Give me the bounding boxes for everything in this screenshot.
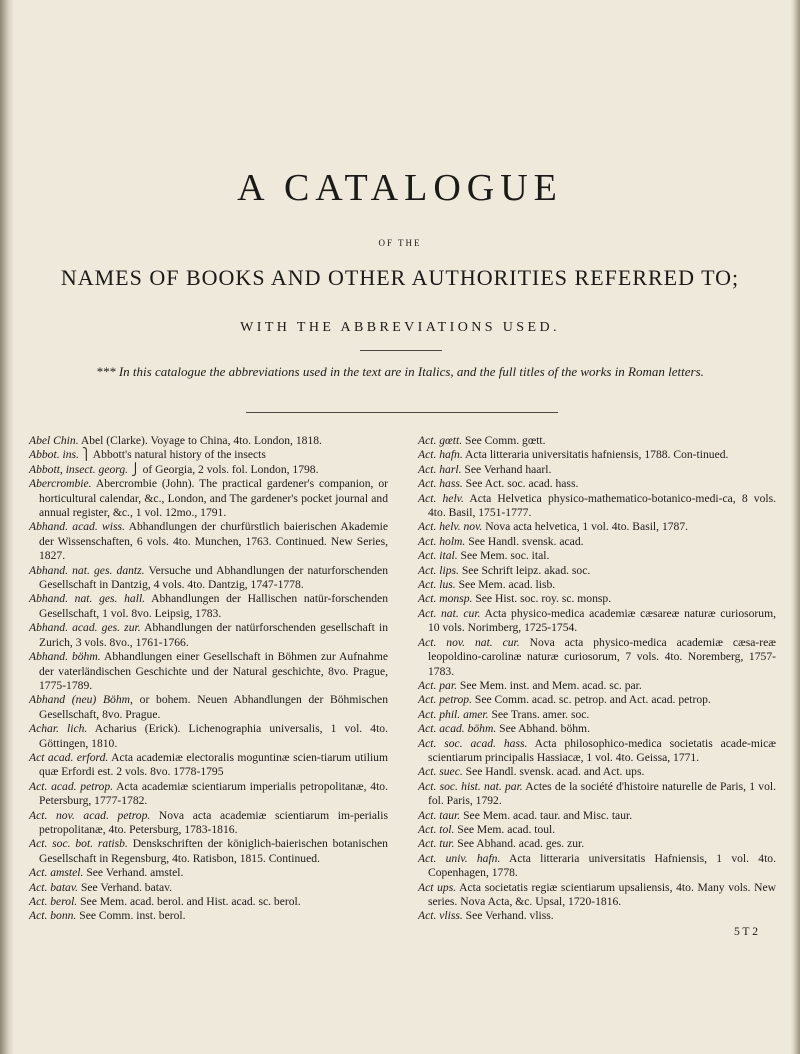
entry-abbreviation: Act. soc. hist. nat. par. (418, 779, 523, 793)
right-column (418, 434, 776, 939)
entry-title: See Mem. acad. lisb. (458, 578, 556, 592)
entry-abbreviation: Act. lips. (418, 563, 459, 577)
catalogue-entry (29, 592, 388, 621)
entry-title: See Mem. acad. taur. and Misc. taur. (463, 808, 633, 822)
entry-abbreviation: Act. tur. (418, 837, 455, 851)
catalogue-entry (418, 477, 776, 491)
entry-title: See Mem. inst. and Mem. acad. sc. par. (459, 678, 642, 692)
catalogue-entry (418, 823, 776, 837)
entry-abbreviation: Act. acad. böhm. (418, 722, 497, 736)
entry-title: See Abhand. acad. ges. zur. (457, 837, 585, 851)
entry-title: Abhandlungen der Hallischen natür-forschenden Gesellschaft, 1 vol. 8vo. Leipsig, 1783. (39, 592, 388, 620)
entry-title: See Hist. soc. roy. sc. monsp. (475, 592, 612, 606)
catalogue-entry (418, 434, 776, 448)
catalogue-entry (418, 852, 776, 881)
entry-abbreviation: Act. nov. nat. cur. (418, 635, 520, 649)
catalogue-entry (418, 809, 776, 823)
catalogue-entry (418, 881, 776, 910)
catalogue-entry (418, 765, 776, 779)
entry-title: ⎫ Abbott's natural history of the insects (81, 448, 266, 462)
entry-title: See Handl. svensk. acad. and Act. ups. (465, 765, 645, 779)
entry-title: Nova acta academiæ scientiarum im-perialis petropolitanæ, 4to. Petersburg, 1783-1816. (39, 808, 388, 836)
catalogue-entry (29, 434, 388, 448)
entry-abbreviation: Act ups. (418, 880, 457, 894)
entry-title: Nova acta physico-medica academiæ cæsa-reæ leopoldino-carolinæ naturæ curiosorum, 7 vols. 4to. Noremberg, 1757-1783. (428, 635, 776, 678)
catalogue-entry (29, 909, 388, 923)
entry-abbreviation: Act. nov. acad. petrop. (29, 808, 151, 822)
catalogue-entry (29, 837, 388, 866)
entry-title: Acta litteraria universitatis hafniensis, 1788. Con-tinued. (465, 448, 729, 462)
entry-title: See Comm. acad. sc. petrop. and Act. acad. petrop. (474, 693, 711, 707)
entry-title: Acharius (Erick). Lichenographia universalis, 1 vol. 4to. Göttingen, 1810. (39, 722, 388, 750)
entry-abbreviation: Act. suec. (418, 765, 463, 779)
page-title: A CATALOGUE (237, 167, 563, 209)
entry-title: Actes de la société d'histoire naturelle de Paris, 1 vol. fol. Paris, 1792. (428, 779, 776, 808)
catalogue-entry (29, 866, 388, 880)
page-edge-right (790, 0, 800, 1054)
entry-abbreviation: Act. harl. (418, 462, 462, 476)
entry-abbreviation: Act. holm. (418, 534, 466, 548)
entry-abbreviation: Act. ital. (418, 549, 458, 563)
catalogue-entry (418, 722, 776, 736)
entry-title: See Handl. svensk. acad. (468, 534, 584, 548)
entry-title: Nova acta helvetica, 1 vol. 4to. Basil, 1787. (485, 520, 689, 534)
entry-abbreviation: Act. taur. (418, 808, 461, 822)
entry-title: Acta litteraria universitatis Hafniensis, 1 vol. 4to. Copenhagen, 1778. (428, 851, 776, 880)
catalogue-entry (418, 708, 776, 722)
entry-title: Abhandlungen einer Gesellschaft in Böhmen zur Aufnahme der vaterländischen Geschichte und der Natural geschichte, 8vo. Prague, 1775-1789. (39, 650, 388, 692)
entry-title: or bohem. Neuen Abhandlungen der Böhmischen Gesellschaft, 8vo. Prague. (39, 693, 388, 721)
entry-title: ⎭ of Georgia, 2 vols. fol. London, 1798. (130, 462, 319, 476)
catalogue-entry (29, 621, 388, 650)
entry-title: Acta philosophico-medica societatis acade-micæ scientiarum principalis Hassiacæ, 1 vol. 4to. Geissa, 1771. (428, 736, 776, 764)
entry-title: Acta academiæ scientiarum imperialis petropolitanæ, 4to. Petersburg, 1777-1782. (39, 779, 389, 808)
entry-title: Acta physico-medica academiæ cæsareæ naturæ curiosorum, 10 vols. Norimberg, 1725-1754. (428, 606, 776, 635)
entry-abbreviation: Abbot. ins. (29, 448, 79, 462)
entry-abbreviation: Achar. lich. (29, 722, 88, 736)
entry-title: See Comm. inst. berol. (79, 909, 186, 923)
catalogue-entry (418, 592, 776, 606)
entry-abbreviation: Act. acad. petrop. (29, 779, 114, 793)
catalogue-entry (29, 520, 388, 563)
catalogue-entry (418, 520, 776, 534)
entry-abbreviation: Act. amstel. (29, 866, 84, 880)
entry-abbreviation: Act. helv. nov. (418, 520, 483, 534)
entry-abbreviation: Act. gœtt. (418, 434, 463, 447)
page-subtitle: NAMES OF BOOKS AND OTHER AUTHORITIES REFERRED TO; (60, 265, 740, 290)
entry-abbreviation: Abhand. nat. ges. hall. (29, 592, 146, 606)
catalogue-entry (418, 679, 776, 693)
catalogue-entry (418, 607, 776, 636)
entry-abbreviation: Act. hass. (418, 477, 463, 491)
catalogue-entry (29, 477, 388, 520)
entry-title: See Mem. soc. ital. (460, 549, 550, 563)
entry-title: Denskschriften der königlich-baierischen botanischen Gesellschaft in Regensburg, 4to. Ratisbon, 1815. Continued. (39, 837, 388, 865)
entry-title: See Verhand. amstel. (86, 866, 184, 880)
catalogue-entry (29, 780, 388, 809)
catalogue-entry (418, 535, 776, 549)
entry-title: See Verhand. vliss. (465, 909, 554, 923)
catalogue-entry (29, 722, 388, 751)
entry-title: Acta societatis regiæ scientiarum upsaliensis, 4to. Many vols. New series. Nova Acta, &c. Upsal, 1720-1816. (428, 880, 776, 908)
entry-abbreviation: Act. phil. amer. (418, 707, 489, 721)
catalogue-entry (418, 448, 776, 462)
catalogue-entry (418, 693, 776, 707)
entry-abbreviation: Act. par. (418, 678, 457, 692)
catalogue-entry (29, 564, 388, 593)
entry-abbreviation: Act acad. erford. (29, 750, 109, 764)
signature-mark: 5 T 2 (733, 924, 758, 938)
italics-note: *** In this catalogue the abbreviations used in the text are in Italics, and the full titles of the works in Roman letters. (96, 364, 704, 379)
catalogue-entry (418, 549, 776, 563)
catalogue-entry (418, 578, 776, 592)
entry-title: Abercrombie (John). The practical gardener's companion, or horticultural calendar, &c., London, and The gardener's pocket journal and annual register, &c., 1 vol. 12mo., 1791. (39, 477, 388, 520)
catalogue-entry (29, 809, 388, 838)
entry-abbreviation: Abhand. acad. wiss. (29, 520, 125, 534)
entry-title: See Verhand haarl. (464, 462, 552, 476)
catalogue-entry (418, 909, 776, 923)
catalogue-entry (29, 463, 388, 477)
entry-abbreviation: Act. univ. hafn. (418, 851, 501, 865)
catalogue-entry (29, 895, 388, 909)
entry-abbreviation: Act. bonn. (29, 909, 77, 923)
entry-title: See Act. soc. acad. hass. (465, 477, 579, 491)
of-the-label: OF THE (378, 238, 422, 248)
catalogue-entry (418, 564, 776, 578)
catalogue-entry (418, 780, 776, 809)
entry-abbreviation: Act. hafn. (418, 448, 463, 462)
entry-abbreviation: Abhand. nat. ges. dantz. (29, 563, 145, 577)
entry-title: See Verhand. batav. (80, 880, 173, 894)
entry-abbreviation: Abhand (neu) Böhm, (29, 693, 133, 707)
catalogue-entry (29, 693, 388, 722)
entry-title: Versuche und Abhandlungen der naturforschenden Gesellschaft in Dantzig, 4 vols. 4to. Dantzig, 1747-1778. (39, 563, 388, 592)
catalogue-entry (29, 650, 388, 693)
entry-abbreviation: Abbott, insect. georg. (29, 462, 129, 476)
entry-title: See Mem. acad. berol. and Hist. acad. sc. berol. (80, 895, 301, 908)
entry-title: See Abhand. böhm. (499, 722, 590, 736)
entry-title: See Schrift leipz. akad. soc. (461, 563, 591, 577)
entry-abbreviation: Act. helv. (418, 491, 464, 505)
entry-abbreviation: Abercrombie. (29, 477, 92, 491)
entry-abbreviation: Abhand. acad. ges. zur. (29, 621, 141, 635)
entry-abbreviation: Abel Chin. (29, 434, 79, 447)
entry-abbreviation: Act. vliss. (418, 909, 463, 923)
catalogue-entry (418, 463, 776, 477)
entry-abbreviation: Act. tol. (418, 822, 455, 836)
entry-title: See Trans. amer. soc. (491, 707, 590, 721)
entry-abbreviation: Abhand. böhm. (29, 650, 101, 664)
long-divider (246, 412, 558, 413)
entry-title: Abel (Clarke). Voyage to China, 4to. London, 1818. (80, 434, 322, 447)
entry-title: See Comm. gœtt. (465, 434, 546, 447)
entry-abbreviation: Act. berol. (29, 895, 78, 908)
entry-title: Acta Helvetica physico-mathematico-botanico-medi-ca, 8 vols. 4to. Basil, 1751-1777. (428, 491, 776, 520)
entry-abbreviation: Act. monsp. (418, 592, 473, 606)
short-divider (360, 350, 442, 351)
entry-abbreviation: Act. petrop. (418, 693, 472, 707)
page-edge-left (0, 0, 14, 1054)
left-column (29, 434, 388, 924)
catalogue-entry (29, 448, 388, 462)
catalogue-entry (418, 737, 776, 766)
abbreviations-heading: WITH THE ABBREVIATIONS USED. (240, 320, 560, 335)
catalogue-entry (29, 881, 388, 895)
entry-abbreviation: Act. lus. (418, 578, 456, 592)
entry-title: Abhandlungen der natürforschenden gesellschaft in Zurich, 3 vols. 8vo., 1761-1766. (39, 621, 388, 649)
entry-abbreviation: Act. batav. (29, 880, 79, 894)
catalogue-entry (418, 636, 776, 679)
catalogue-entry (29, 751, 388, 780)
entry-title: Acta academiæ electoralis moguntinæ scien-tiarum utilium quæ Erfordi est. 2 vols. 8vo. 1778-1795 (39, 750, 388, 779)
entry-abbreviation: Act. soc. bot. ratisb. (29, 837, 128, 851)
entry-abbreviation: Act. soc. acad. hass. (418, 736, 528, 750)
catalogue-entry (418, 492, 776, 521)
catalogue-entry (418, 837, 776, 851)
entry-title: Abhandlungen der churfürstlich baierischen Akademie der Wissenschaften, 6 vols. 4to. Munchen, 1763. Continued. New Series, 1827. (39, 520, 388, 563)
entry-title: See Mem. acad. toul. (457, 822, 556, 836)
entry-abbreviation: Act. nat. cur. (418, 606, 481, 620)
